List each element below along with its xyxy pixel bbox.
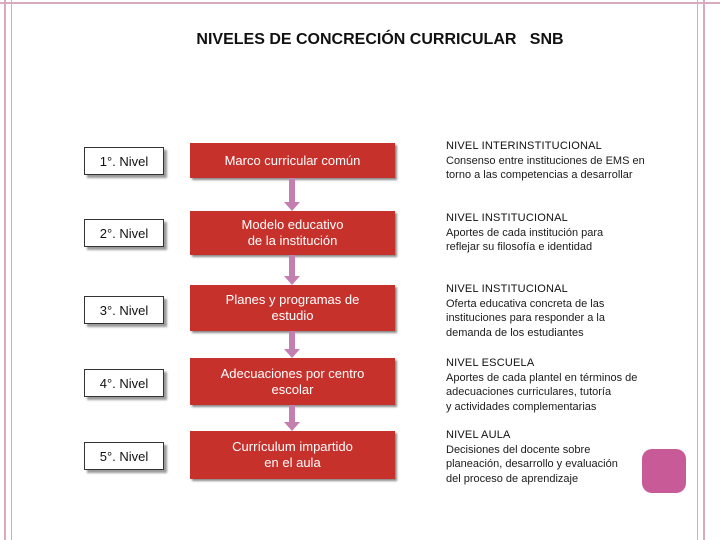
- level-label-1: 1°. Nivel: [84, 147, 164, 175]
- flow-box-1-text: Marco curricular común: [224, 152, 361, 168]
- flow-box-2-text: Modelo educativo de la institución: [241, 217, 344, 248]
- frame-line-left-2: [11, 0, 12, 540]
- frame-line-top: [0, 2, 720, 4]
- level-heading-2: NIVEL INSTITUCIONAL: [446, 212, 568, 224]
- level-description-2: [446, 211, 676, 255]
- level-heading-4: NIVEL ESCUELA: [446, 357, 535, 369]
- flow-box-4: [190, 358, 395, 405]
- level-description-1: [446, 139, 676, 183]
- down-arrow-icon: [284, 331, 300, 358]
- flow-box-1: [190, 143, 395, 178]
- down-arrow-icon: [284, 178, 300, 211]
- decorative-square: [642, 449, 686, 493]
- flow-box-3: [190, 285, 395, 331]
- page-title: NIVELES DE CONCRECIÓN CURRICULAR SNB: [196, 31, 564, 48]
- level-heading-1: NIVEL INTERINSTITUCIONAL: [446, 140, 602, 152]
- level-label-2: 2°. Nivel: [84, 219, 164, 247]
- down-arrow-icon: [284, 255, 300, 285]
- level-label-3: 3°. Nivel: [84, 296, 164, 324]
- level-text-5: Decisiones del docente sobre planeación, desarrollo y evaluación del proceso de aprendizaje: [446, 443, 618, 485]
- level-text-3: Oferta educativa concreta de las instituciones para responder a la demanda de los estudiantes: [446, 297, 605, 339]
- level-heading-3: NIVEL INSTITUCIONAL: [446, 283, 568, 295]
- flow-box-4-text: Adecuaciones por centro escolar: [220, 365, 365, 397]
- level-description-3: [446, 282, 676, 340]
- flow-box-3-text: Planes y programas de estudio: [225, 292, 360, 323]
- level-label-4: 4°. Nivel: [84, 369, 164, 397]
- flow-box-5: [190, 431, 395, 479]
- frame-line-right-2: [703, 0, 705, 540]
- flow-box-2: [190, 211, 395, 255]
- level-heading-5: NIVEL AULA: [446, 429, 511, 441]
- frame-line-right-1: [697, 0, 698, 540]
- level-text-4: Aportes de cada plantel en términos de adecuaciones curriculares, tutoría y actividades complementarias: [446, 371, 638, 413]
- level-text-2: Aportes de cada institución para reflejar su filosofía e identidad: [446, 226, 604, 253]
- level-text-1: Consenso entre instituciones de EMS en torno a las competencias a desarrollar: [446, 154, 645, 181]
- level-description-4: [446, 356, 676, 414]
- flow-box-5-text: Currículum impartido en el aula: [232, 439, 353, 470]
- down-arrow-icon: [284, 405, 300, 431]
- frame-line-left-1: [4, 0, 6, 540]
- level-label-5: 5°. Nivel: [84, 442, 164, 470]
